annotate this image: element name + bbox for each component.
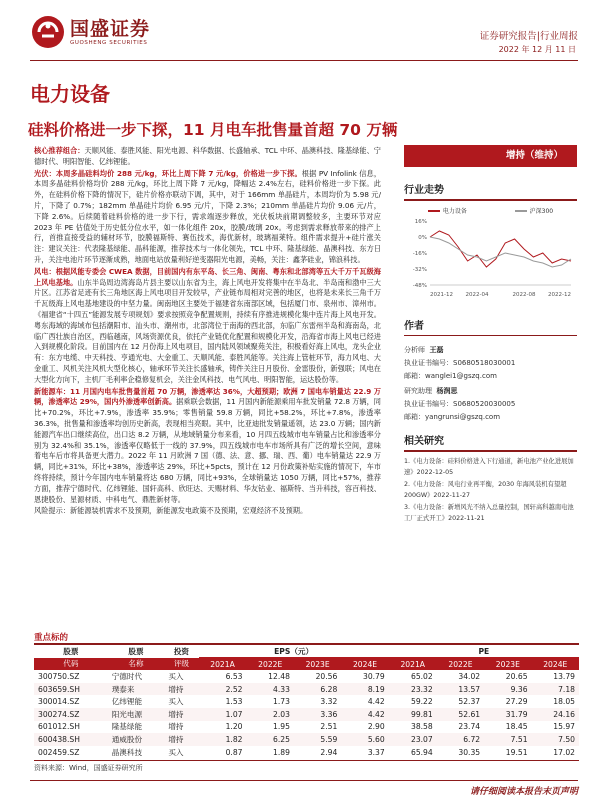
table-row <box>34 746 579 759</box>
header-cell: 2024E <box>341 658 388 671</box>
performance-chart <box>404 205 577 303</box>
x-tick-label: 2022-12 <box>548 291 571 298</box>
x-tick-label: 2021-12 <box>430 291 453 298</box>
report-headline: 硅料价格进一步下探，11 月电车批售量首超 70 万辆 <box>28 121 398 139</box>
legend-item <box>428 206 467 215</box>
title-underline <box>404 199 577 201</box>
stock-name-cell: 隆基绿能 <box>111 722 143 732</box>
performance-title: 行业走势 <box>404 185 444 196</box>
logo-english: GUOSHENG SECURITIES <box>70 40 148 46</box>
value-cell: 30.35 <box>458 747 481 757</box>
value-cell: 6.28 <box>294 683 341 696</box>
rating-badge: 增持（维持） <box>404 145 577 167</box>
x-tick-label: 2022-08 <box>512 291 536 298</box>
page-footer <box>0 780 600 800</box>
table-source: 资料来源：Wind，国盛证券研究所 <box>34 764 143 772</box>
value-cell: 27.29 <box>505 697 528 707</box>
value-cell: 1.73 <box>273 697 290 707</box>
value-cell: 1.82 <box>199 733 247 746</box>
y-tick-label: 0% <box>418 234 427 241</box>
value-cell: 2.90 <box>367 722 385 732</box>
footer-disclaimer: 请仔细阅读本报告末页声明 <box>469 787 578 797</box>
sidebar <box>404 145 577 525</box>
table-row <box>34 695 579 708</box>
stock-name-cell: 宁德时代 <box>111 671 143 681</box>
value-cell: 6.53 <box>225 671 243 681</box>
table-body <box>34 670 579 758</box>
series-line <box>430 237 571 267</box>
legend-swatch <box>515 210 527 212</box>
logo-chinese: 国盛证券 <box>70 18 151 40</box>
guosheng-logo-icon <box>30 14 66 50</box>
related-item[interactable]: 2.《电力设备：风电行业再平衡，2030 年海风装机有望超 200GW》2022-11-27 <box>404 480 567 499</box>
table-bottom-rule <box>34 760 579 761</box>
value-cell: 0.87 <box>225 747 243 757</box>
paragraph-risk <box>34 506 381 517</box>
stock-code-cell: 601012.SH <box>38 722 80 732</box>
header-cell: 名称 <box>108 658 165 671</box>
value-cell: 5.59 <box>294 733 341 746</box>
value-cell: 34.02 <box>458 671 481 681</box>
email-label: 邮箱： <box>404 372 425 380</box>
value-cell: 52.37 <box>458 697 481 707</box>
footer-rule <box>30 780 578 781</box>
value-cell: 23.07 <box>389 733 437 746</box>
value-cell: 5.60 <box>341 733 388 746</box>
value-cell: 2.52 <box>199 683 247 696</box>
email-label: 邮箱： <box>404 413 425 421</box>
header-cell: 股票 <box>128 646 144 656</box>
header-cell: 2024E <box>532 658 579 671</box>
author-role-line <box>404 385 577 398</box>
paragraph-solar <box>34 169 381 266</box>
related-title: 相关研究 <box>404 436 444 447</box>
paragraph-lead: 核心推荐组合： <box>34 146 85 155</box>
related-item[interactable]: 1.《电力设备：硅料价格进入下行通道，新电池产业化进展加速》2022-12-05 <box>404 457 574 476</box>
value-cell: 18.05 <box>553 697 575 707</box>
author-name: 杨润思 <box>436 387 458 395</box>
rating-cell: 增持 <box>164 708 198 721</box>
cert-number: S0680520030005 <box>453 400 516 408</box>
header-cell: 2022E <box>247 658 294 671</box>
value-cell: 13.79 <box>553 671 575 681</box>
report-type: 证券研究报告|行业周报 <box>479 31 578 42</box>
y-tick-label: -48% <box>412 282 427 289</box>
line-chart <box>404 217 577 299</box>
value-cell: 38.58 <box>410 722 433 732</box>
author-email-line <box>404 370 577 383</box>
table-title: 重点标的 <box>34 633 69 643</box>
title-underline <box>404 450 577 452</box>
y-tick-label: -16% <box>412 250 427 257</box>
legend-label: 沪深300 <box>529 208 554 215</box>
key-stocks-table <box>34 645 579 758</box>
header-divider <box>30 60 578 61</box>
value-cell: 6.25 <box>247 733 294 746</box>
value-cell: 4.33 <box>247 683 294 696</box>
author-email[interactable]: wanglei1@gszq.com <box>425 372 497 380</box>
table-row <box>34 708 579 721</box>
author-role: 研究助理 <box>404 387 432 395</box>
stock-code-cell: 300014.SZ <box>38 697 80 707</box>
value-cell: 1.07 <box>199 708 247 721</box>
report-body <box>34 146 381 517</box>
chart-legend <box>404 205 577 217</box>
table-row <box>34 721 579 734</box>
header-cell: 评级 <box>164 658 198 671</box>
paragraph-text: 据乘联会数据，11 月国内新能源乘用车批发销量 72.8 万辆，同比+70.2%，环比+7.9%，渗透率 35.9%；零售销量 59.8 万辆，同比+58.2%，环比+7.8%，渗透率 36.3%，批售量和渗透率均创历史新高，表现相当亮眼。其中，比亚迪批发销量遥领，达 23.0 万辆；国内新能源汽车出口继续高位，出口达 8.2 万辆，从地域销量分布来看，10 月四五线城市电车销量占比和渗透率分别为 32.4%和 35.1%，渗透率仅略低于一线的 37.9%，四五线城市电车市场所具有广泛的增长空间，意味着电车后市将具备更大潜力。2022 年 11 月欧洲 7 国（德、法、意、挪、瑞、西、葡）电车销量达 22.9 万辆，同比+31%，环比+38%，渗透率达 29%，环比+5pcts，预计在 12 月份政策补贴实施的情况下，车市终将持续，预计今年国内电车销量将达 680 万辆，同比+93%，全球销量达 1050 万辆，同比+57%，推荐方面，推荐宁德时代、亿纬锂能、国轩高科、欣旺达、天赐材料、华友钴业、福斯特、当升科技，容百科技、恩捷股份、星源材质、中科电气、鼎胜新材等。 <box>34 397 381 504</box>
paragraph-ev <box>34 387 381 506</box>
paragraph-lead: 新能源车：11 月国内电车批售量首超 70 万辆，渗透率达 36%，大超预期；欧洲 7 国电车销量达 22.9 万辆，渗透率达 29%，国内外渗透率创新高。 <box>34 386 381 407</box>
report-header <box>0 0 600 62</box>
stock-code-cell: 300274.SZ <box>34 708 108 721</box>
eps-group-header: EPS（元） <box>199 645 389 658</box>
author-name: 王磊 <box>429 346 444 354</box>
value-cell: 20.56 <box>315 671 338 681</box>
x-tick-label: 2022-04 <box>465 291 489 298</box>
pe-group-header: PE <box>389 645 579 658</box>
stock-name-cell: 亿纬锂能 <box>111 697 143 707</box>
author-analyst <box>404 344 577 383</box>
stock-name-cell: 璞泰来 <box>108 683 165 696</box>
legend-item <box>515 206 553 215</box>
author-email-line <box>404 411 577 424</box>
y-tick-label: -32% <box>412 266 427 273</box>
value-cell: 31.79 <box>484 708 531 721</box>
author-role: 分析师 <box>404 346 425 354</box>
value-cell: 7.51 <box>484 733 531 746</box>
value-cell: 18.45 <box>505 722 528 732</box>
paragraph-text: 山东半岛周边湾海岛片县主要以山东省为主，海上风电开发将集中在半岛北、半岛南和渤中三大片区。江苏省足迹有长三角地区海上风电项目开发较早，产业链布局相对完善的地区，也将是未来长三角千万千瓦级海上风电基地建设的中坚力量。闽南地区主要处于福建省东南部区域，包括厦门市、泉州市、漳州市。《福建省“十四五”能源发展专项规划》要求按照竞争配置规则，持续有序推进规模化集中连片海上风电开发。粤东海域的海域布包括潮阳市、汕头市、潮州市，北部湾位于南海的西北部，东临广东雷州半岛和海南岛，北临广西壮族自治区，西临越南，风场资源优良，依托产业链优化配置和规模化开发，沿海省市海上风电已经进入到规模化阶段。目前国内在 12 月份海上风电项目，国内陆风领域聚苑关注，积极看好海上风电，龙头企业有：东方电缆、中天科技、亨通光电、大金重工、天顺风能、泰胜风能等。关注海上管桩环节，海力风电、大金重工、风机关注风机大型化核心，轴承环节关注长盛轴承，铸件关注日月股份、金雷股份，新强联；风电在大型化方向下，主机厂毛利率企稳修复机会，关注金风科技、电气风电、明阳智能，运达股份等。 <box>34 277 381 384</box>
rating-cell: 买入 <box>168 671 184 681</box>
value-cell: 3.36 <box>294 708 341 721</box>
value-cell: 3.37 <box>367 747 385 757</box>
value-cell: 19.51 <box>505 747 528 757</box>
header-cell: 2023E <box>294 658 341 671</box>
stock-name-cell: 晶澳科技 <box>111 747 143 757</box>
paragraph-wind <box>34 267 381 386</box>
author-cert-line <box>404 398 577 411</box>
value-cell: 13.57 <box>437 683 484 696</box>
value-cell: 99.81 <box>389 708 437 721</box>
rating-cell: 增持 <box>164 733 198 746</box>
value-cell: 1.95 <box>273 722 290 732</box>
value-cell: 9.36 <box>484 683 531 696</box>
value-cell: 1.89 <box>273 747 290 757</box>
paragraph-core-picks <box>34 146 381 168</box>
value-cell: 30.79 <box>362 671 385 681</box>
table-row <box>34 683 579 696</box>
value-cell: 65.02 <box>410 671 433 681</box>
value-cell: 23.32 <box>389 683 437 696</box>
company-logo <box>30 14 150 50</box>
paragraph-lead: 光伏：本周多晶硅料均价 288 元/kg，环比上周下降 7 元/kg，价格进一步下探。 <box>34 168 302 178</box>
author-cert-line <box>404 357 577 370</box>
rating-cell: 买入 <box>168 747 184 757</box>
value-cell: 7.18 <box>532 683 579 696</box>
header-cell: 2023E <box>484 658 531 671</box>
author-assistant <box>404 385 577 424</box>
value-cell: 6.72 <box>437 733 484 746</box>
legend-label: 电力设备 <box>442 208 467 215</box>
value-cell: 59.22 <box>410 697 433 707</box>
value-cell: 15.97 <box>553 722 575 732</box>
related-research-list <box>404 456 577 525</box>
value-cell: 17.02 <box>553 747 575 757</box>
paragraph-text: 风险提示：新能源装机需求不及预期，新能源发电政策不及预期，宏观经济不及预期。 <box>34 506 308 516</box>
related-item[interactable]: 3.《电力设备：新增风光不纳入总量控制，国轩高科越南电池工厂正式开工》2022-11-21 <box>404 503 574 522</box>
value-cell: 1.20 <box>225 722 243 732</box>
value-cell: 8.19 <box>341 683 388 696</box>
header-cell: 投资 <box>173 646 189 656</box>
value-cell: 7.50 <box>532 733 579 746</box>
rating-cell: 买入 <box>168 697 184 707</box>
table-row <box>34 670 579 683</box>
cert-number: S0680518030001 <box>453 359 516 367</box>
value-cell: 2.94 <box>320 747 338 757</box>
table-row <box>34 733 579 746</box>
value-cell: 2.51 <box>320 722 338 732</box>
value-cell: 12.48 <box>268 671 290 681</box>
value-cell: 24.16 <box>532 708 579 721</box>
legend-swatch <box>428 210 440 212</box>
cert-label: 执业证书编号： <box>404 359 453 367</box>
value-cell: 2.03 <box>247 708 294 721</box>
header-cell: 2021A <box>199 658 247 671</box>
stock-code-cell: 002459.SZ <box>38 747 80 757</box>
cert-label: 执业证书编号： <box>404 400 453 408</box>
header-cell: 2022E <box>437 658 484 671</box>
stock-name-cell: 阳光电源 <box>108 708 165 721</box>
title-underline <box>404 335 577 337</box>
stock-code-cell: 300750.SZ <box>38 671 80 681</box>
series-line <box>430 231 571 267</box>
stock-name-cell: 通威股份 <box>108 733 165 746</box>
value-cell: 4.42 <box>341 708 388 721</box>
stock-code-cell: 600438.SH <box>34 733 108 746</box>
author-email[interactable]: yangrunsi@gszq.com <box>425 413 501 421</box>
value-cell: 4.42 <box>367 697 385 707</box>
paragraph-text: 根据 PV Infolink 信息，本周多晶硅料价格均价 288 元/kg，环比上周下降 7 元/kg，降幅达 2.4%左右，硅料价格进一步下探。此外，在硅料价格下降的情况下，硅片价格亦联动下调，其中，对于 166mm 单晶硅片，本周均价为 5.98 元/片，下降了 0.7%；182mm 单晶硅片均价 6.95 元/片，下降 2.3%；210mm 单晶硅片均价 9.06 元/片，下降 2.6%。后续随着硅料价格的进一步下行，需求端逐步释放，光伏板块前期调整较多，主要环节对应 2023 年 PE 估值处于历史低分位水平，如一体化组件 20x，胶膜/玻璃 20x。考虑到需求释放带来的排产上行，首推直接受益的辅材环节，胶膜福斯特、赛伍技术，海优新材，玻璃福莱特。组件需求提升+硅片涨关注：建议关注：代表隆基绿能、晶科能源，推荐技术与一体化领先，TCL 中环、隆基绿能、晶澳科技、东方日升，关注电池片环节逐渐成熟，地面电站放量利好逆变器阳光电源，美畅，关注：鑫茅硅业，锦浪科技。 <box>34 168 382 264</box>
paragraph-lead: 风电：根据风能专委会 CWEA 数据，目前国内有东平岛、长三角、闽南、粤东和北部湾等五大千万千瓦级海上风电基地。 <box>34 266 381 287</box>
header-cell: 代码 <box>34 658 108 671</box>
paragraph-text: 天顺风能、泰胜风能、阳光电源、科华数据、长盛轴承、TCL 中环、晶澳科技、隆基绿能、宁德时代、明阳智能、亿纬锂能。 <box>34 146 381 166</box>
authors-title: 作者 <box>404 320 424 332</box>
header-cell: 股票 <box>63 646 79 656</box>
stock-code-cell: 603659.SH <box>34 683 108 696</box>
value-cell: 1.53 <box>225 697 243 707</box>
value-cell: 65.94 <box>410 747 433 757</box>
report-date: 2022 年 12 月 11 日 <box>498 45 576 54</box>
table-column-header <box>34 658 579 671</box>
industry-title: 电力设备 <box>30 82 110 106</box>
table-group-header <box>34 645 579 658</box>
header-cell: 2021A <box>389 658 437 671</box>
value-cell: 23.74 <box>458 722 481 732</box>
author-role-line <box>404 344 577 357</box>
value-cell: 52.61 <box>437 708 484 721</box>
y-tick-label: 16% <box>414 218 427 225</box>
value-cell: 20.65 <box>505 671 528 681</box>
value-cell: 3.32 <box>320 697 338 707</box>
rating-cell: 增持 <box>164 683 198 696</box>
rating-cell: 增持 <box>168 722 184 732</box>
